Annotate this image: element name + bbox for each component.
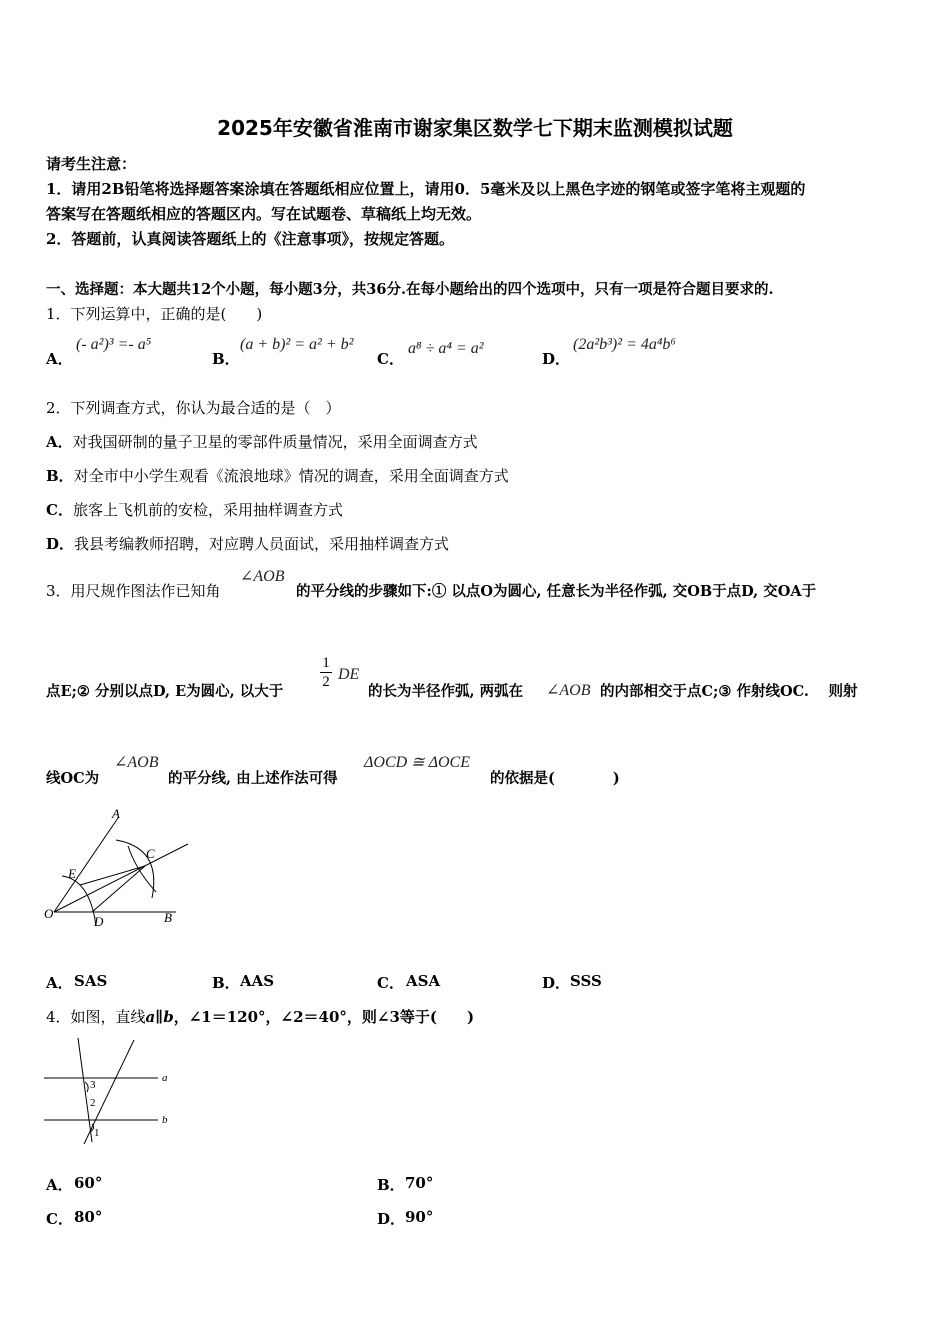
q3-line3-b: 的平分线, 由上述作法可得 <box>168 770 338 787</box>
page-title: 2025年安徽省淮南市谢家集区数学七下期末监测模拟试题 <box>217 116 733 140</box>
q4-option-b: 70° <box>405 1174 434 1192</box>
q3-label-c: C． <box>377 974 404 992</box>
label-c: C <box>146 846 155 861</box>
q4-option-a: 60° <box>74 1174 103 1192</box>
q1-option-c: a⁸ ÷ a⁴ = a² <box>408 340 484 357</box>
q3-option-a: SAS <box>74 972 108 990</box>
q2-label-d: D． <box>46 535 75 553</box>
section-heading: 一、选择题：本大题共12个小题，每小题3分，共36分.在每小题给出的四个选项中，只有一项是符合题目要求的. <box>46 281 774 298</box>
q1-label-c: C． <box>377 350 404 368</box>
q3-line3-c: 的依据是( ) <box>490 770 620 787</box>
q2-text-c: 旅客上飞机前的安检，采用抽样调查方式 <box>72 501 343 519</box>
notice-heading: 请考生注意： <box>46 155 137 173</box>
q2-option-d <box>46 533 449 554</box>
q4-parallel: a∥b <box>145 1008 174 1026</box>
label-b: B <box>164 910 172 925</box>
label-a: A <box>112 806 120 821</box>
q4-label-c: C． <box>46 1210 73 1228</box>
q3-angle-aob-2: ∠AOB <box>546 682 591 699</box>
q3-line2-b: 的长为半径作弧, 两弧在 <box>368 683 524 700</box>
q3-angle-aob-1: ∠AOB <box>240 568 285 585</box>
q4-stem-b: ，∠1＝120°，∠2＝40°，则∠3等于( ) <box>173 1008 475 1026</box>
q3-line2-a: 点E;② 分别以点D, E为圆心, 以大于 <box>46 683 284 700</box>
q2-option-a <box>46 431 478 452</box>
q3-label-b: B． <box>212 974 240 992</box>
label-d: D <box>94 914 104 929</box>
label-angle-1: 1 <box>94 1127 100 1139</box>
q3-de: DE <box>338 666 360 683</box>
q3-fraction-half <box>320 654 332 691</box>
q4-stem <box>46 1006 474 1027</box>
q3-congruence: ΔOCD ≅ ΔOCE <box>364 754 470 771</box>
q3-angle-aob-3: ∠AOB <box>114 754 159 771</box>
label-angle-2: 2 <box>90 1097 96 1109</box>
q3-label-a: A． <box>46 974 73 992</box>
arc-de <box>62 876 96 926</box>
notice-line1b: 答案写在答题纸相应的答题区内。写在试题卷、草稿纸上均无效。 <box>46 205 482 223</box>
q3-frac-den: 2 <box>322 674 330 690</box>
q2-label-b: B． <box>46 467 74 485</box>
q3-option-b: AAS <box>240 972 275 990</box>
label-angle-3: 3 <box>90 1079 96 1091</box>
q3-line3-a: 线OC为 <box>46 770 100 787</box>
label-line-b: b <box>162 1114 168 1126</box>
label-line-a: a <box>162 1072 168 1084</box>
notice-line1a: 1．请用2B铅笔将选择题答案涂填在答题纸相应位置上，请用0．5毫米及以上黑色字迹的钢笔或签字笔将主观题的 <box>46 180 806 198</box>
q1-option-d: (2a²b³)² = 4a⁴b⁶ <box>573 336 676 353</box>
q4-option-c: 80° <box>74 1208 103 1226</box>
q2-text-d: 我县考编教师招聘，对应聘人员面试，采用抽样调查方式 <box>74 535 450 553</box>
q1-stem: 1．下列运算中，正确的是( ) <box>46 305 263 323</box>
q3-frac-num: 1 <box>322 655 330 671</box>
q3-line2-c: 的内部相交于点C;③ 作射线OC. 则射 <box>600 683 858 700</box>
q4-stem-a: 4．如图，直线 <box>46 1008 146 1026</box>
q3-line1-b: 的平分线的步骤如下:① 以点O为圆心, 任意长为半径作弧, 交OB于点D, 交OA于 <box>296 583 817 600</box>
q2-option-b <box>46 465 509 486</box>
label-e: E <box>68 866 76 881</box>
q2-label-a: A． <box>46 433 73 451</box>
q2-label-c: C． <box>46 501 73 519</box>
q1-label-a: A． <box>46 350 73 368</box>
parallel-lines-figure <box>40 1036 180 1146</box>
notice-line2: 2．答题前，认真阅读答题纸上的《注意事项》，按规定答题。 <box>46 230 454 248</box>
q4-label-d: D． <box>377 1210 406 1228</box>
q3-label-d: D． <box>542 974 571 992</box>
q2-text-b: 对全市中小学生观看《流浪地球》情况的调查，采用全面调查方式 <box>73 467 509 485</box>
q4-label-a: A． <box>46 1176 73 1194</box>
q4-option-d: 90° <box>405 1208 434 1226</box>
q4-label-b: B． <box>377 1176 405 1194</box>
q1-option-a: (- a²)³ =- a⁵ <box>76 336 152 353</box>
q2-option-c <box>46 499 343 520</box>
label-o: O <box>44 906 54 921</box>
angle-bisector-figure <box>40 800 200 940</box>
q2-text-a: 对我国研制的量子卫星的零部件质量情况，采用全面调查方式 <box>72 433 478 451</box>
q1-option-b: (a + b)² = a² + b² <box>240 336 354 353</box>
q3-option-d: SSS <box>570 972 602 990</box>
q2-stem: 2．下列调查方式，你认为最合适的是（ ） <box>46 399 341 417</box>
q3-option-c: ASA <box>406 972 441 990</box>
q1-label-d: D． <box>542 350 571 368</box>
q1-label-b: B． <box>212 350 240 368</box>
q3-line1-a: 3．用尺规作图法作已知角 <box>46 582 221 600</box>
transversal-2 <box>84 1040 134 1144</box>
